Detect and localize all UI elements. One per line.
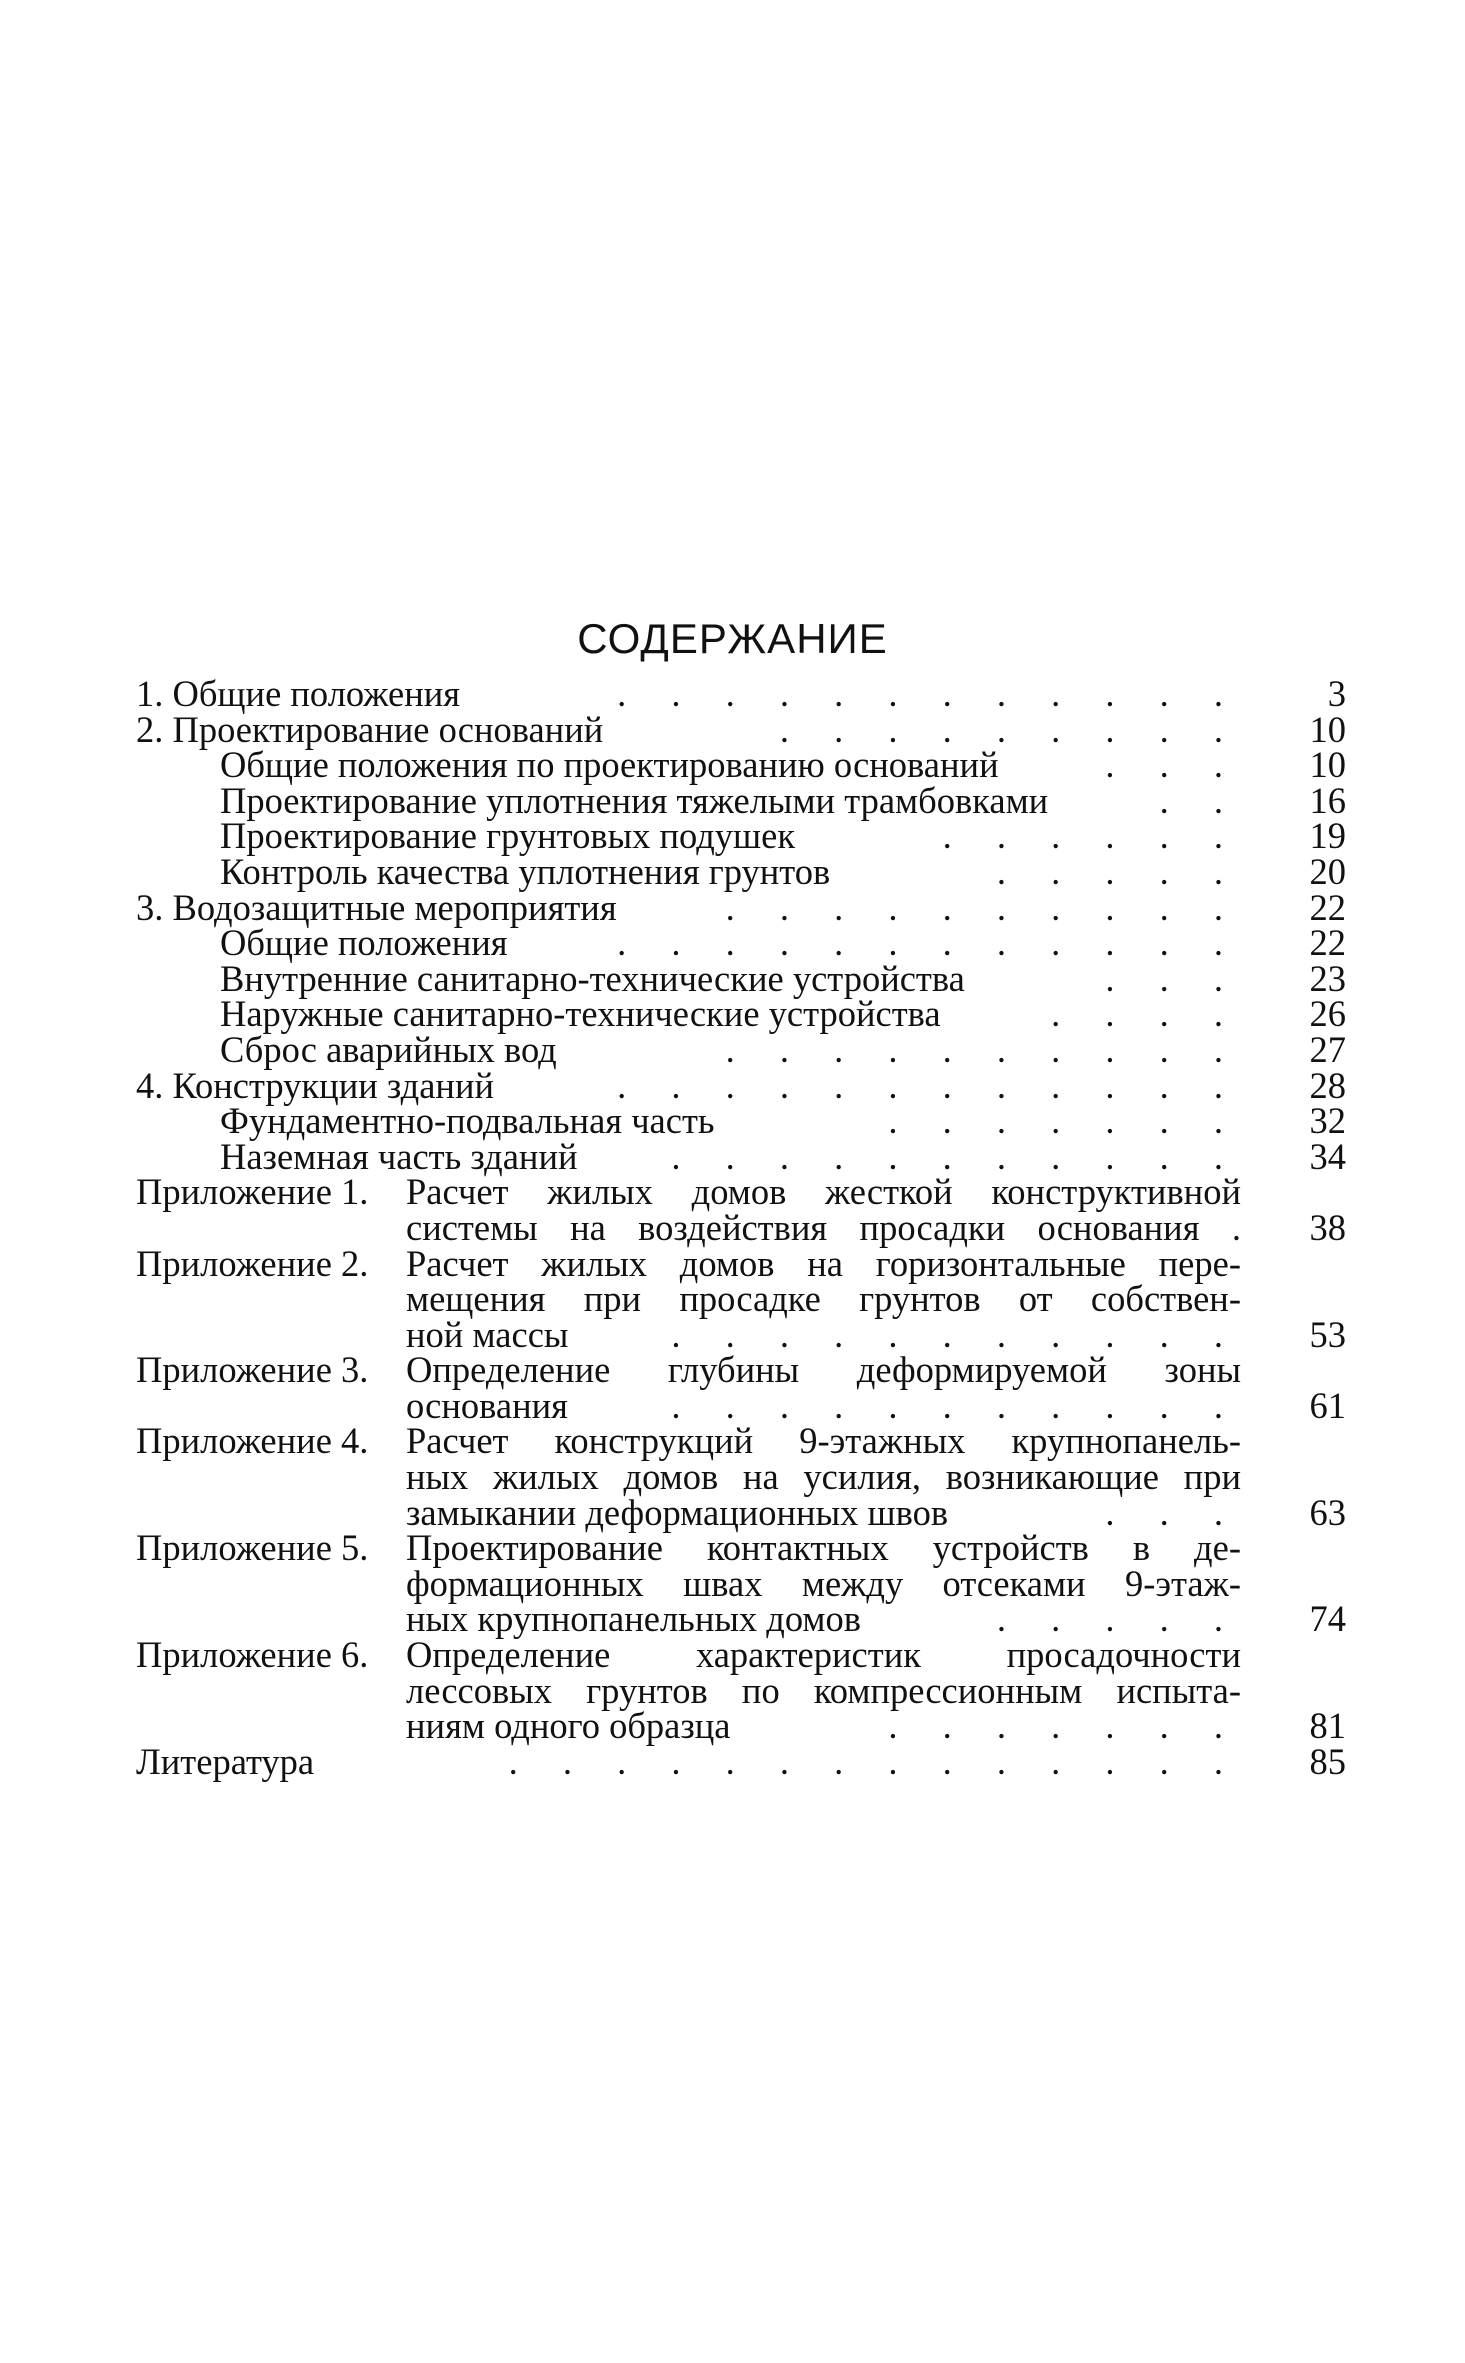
toc-subentry (136, 1100, 1346, 1142)
toc-page-number: 34 (1309, 1135, 1346, 1177)
toc-leader-dots: . . . (1105, 744, 1241, 786)
toc-entry-text: Наружные санитарно-технические устройства (220, 993, 941, 1035)
toc-entry-text: Наземная часть зданий (220, 1135, 578, 1177)
toc-page-number: 85 (1309, 1740, 1346, 1782)
toc-leader-dots: . . (1159, 779, 1241, 821)
toc-subentry (136, 744, 1346, 786)
toc-appendix-line (136, 1491, 1346, 1533)
toc-page-number: 3 (1327, 673, 1346, 714)
toc-leader-dots: . . . . . . (942, 815, 1241, 857)
appendix-title-line: системы на воздействия просадки основания . (406, 1206, 1241, 1248)
toc-page-number: 38 (1309, 1206, 1346, 1248)
toc-appendix-line (136, 1420, 1346, 1462)
toc-leader-dots: . . . . . . . (888, 1100, 1241, 1142)
toc-entry-text: Фундаментно-подвальная часть (220, 1100, 715, 1142)
table-of-contents (136, 673, 1346, 1782)
toc-entry-text: Проектирование уплотнения тяжелыми трамбовками (220, 779, 1049, 821)
toc-page-number: 28 (1309, 1064, 1346, 1106)
toc-appendix-line (136, 1669, 1346, 1711)
appendix-title-line: Определение глубины деформируемой зоны (406, 1349, 1241, 1391)
toc-entry-text: Проектирование грунтовых подушек (220, 815, 796, 857)
toc-page-number: 22 (1309, 886, 1346, 928)
appendix-title-line: Расчет жилых домов жесткой конструктивной (406, 1171, 1241, 1213)
toc-appendix-line (136, 1384, 1346, 1426)
toc-page-number: 23 (1309, 957, 1346, 999)
toc-appendix-line (136, 1456, 1346, 1498)
toc-page-number: 20 (1309, 850, 1346, 892)
toc-subentry (136, 779, 1346, 821)
toc-entry (136, 886, 1346, 928)
toc-page-number: 53 (1309, 1313, 1346, 1355)
toc-leader-dots: . . . . (1051, 993, 1241, 1035)
toc-subentry (136, 815, 1346, 857)
toc-entry (136, 673, 1346, 714)
toc-entry-text: Внутренние санитарно-технические устройства (220, 957, 965, 999)
appendix-title-line: замыкании деформационных швов (406, 1491, 949, 1533)
appendix-title-line: Определение характеристик просадочности (406, 1634, 1241, 1676)
appendix-label: Приложение 3. (136, 1349, 369, 1391)
toc-page-number: 81 (1309, 1705, 1346, 1747)
toc-page-number: 32 (1309, 1100, 1346, 1142)
toc-appendix-line (136, 1527, 1346, 1569)
toc-entry-text: 3. Водозащитные мероприятия (136, 886, 617, 928)
page-title: СОДЕРЖАНИЕ (577, 615, 888, 662)
toc-leader-dots: . . . . . . . . . . . . (617, 1064, 1241, 1106)
toc-subentry (136, 922, 1346, 964)
toc-entry-text: 2. Проектирование оснований (136, 708, 604, 750)
toc-subentry (136, 850, 1346, 892)
toc-appendix-line (136, 1349, 1346, 1391)
toc-entry-text: Литература (136, 1740, 315, 1782)
toc-leader-dots: . . . . . . . (888, 1705, 1241, 1747)
toc-leader-dots: . . . . . . . . . . . . . . (508, 1740, 1241, 1782)
toc-entry (136, 708, 1346, 750)
toc-entry-literature (136, 1740, 1346, 1782)
toc-leader-dots: . . . (1105, 957, 1241, 999)
appendix-title-line: Расчет конструкций 9-этажных крупнопанель- (406, 1420, 1241, 1462)
appendix-title-line: Расчет жилых домов на горизонтальные пере- (406, 1242, 1241, 1284)
toc-appendix-line (136, 1634, 1346, 1676)
toc-page-number: 63 (1309, 1491, 1346, 1533)
appendix-title-line: основания (406, 1384, 568, 1426)
appendix-label: Приложение 6. (136, 1634, 369, 1676)
toc-entry (136, 1064, 1346, 1106)
toc-leader-dots: . . . . . . . . . . . . (617, 922, 1241, 964)
toc-entry-text: Общие положения (220, 922, 508, 964)
toc-entry-text: Контроль качества уплотнения грунтов (220, 850, 831, 892)
toc-leader-dots: . . . . . . . . . . . (671, 1135, 1241, 1177)
appendix-title-line: лессовых грунтов по компрессионным испыта- (406, 1669, 1241, 1711)
appendix-label: Приложение 2. (136, 1242, 369, 1284)
appendix-title-line: формационных швах между отсеками 9-этаж- (406, 1562, 1241, 1604)
appendix-label: Приложение 4. (136, 1420, 369, 1462)
appendix-title-line: ниям одного образца (406, 1705, 731, 1747)
toc-leader-dots: . . . . . . . . . . (725, 1028, 1241, 1070)
toc-page-number: 61 (1309, 1384, 1346, 1426)
toc-appendix-line (136, 1278, 1346, 1320)
toc-leader-dots: . . . . . . . . . . . (671, 1313, 1241, 1355)
toc-leader-dots: . . . . . . . . . . (725, 886, 1241, 928)
toc-appendix-line (136, 1171, 1346, 1213)
toc-leader-dots: . . . (1105, 1491, 1241, 1533)
toc-leader-dots: . . . . . . . . . . . (671, 1384, 1241, 1426)
toc-appendix-line (136, 1562, 1346, 1604)
appendix-title-line: Проектирование контактных устройств в де- (406, 1527, 1241, 1569)
toc-leader-dots: . . . . . (996, 850, 1241, 892)
appendix-label: Приложение 1. (136, 1171, 369, 1213)
toc-page-number: 74 (1309, 1598, 1346, 1640)
toc-subentry (136, 1028, 1346, 1070)
toc-subentry (136, 1135, 1346, 1177)
toc-leader-dots: . . . . . (996, 1598, 1241, 1640)
toc-subentry (136, 993, 1346, 1035)
toc-appendix-line (136, 1598, 1346, 1640)
toc-page-number: 22 (1309, 922, 1346, 964)
toc-subentry (136, 957, 1346, 999)
toc-appendix-line (136, 1206, 1346, 1248)
toc-leader-dots: . . . . . . . . . (779, 708, 1241, 750)
toc-appendix-line (136, 1242, 1346, 1284)
toc-page-number: 27 (1309, 1028, 1346, 1070)
appendix-title-line: ной массы (406, 1313, 569, 1355)
toc-entry-text: Сброс аварийных вод (220, 1028, 557, 1070)
appendix-title-line: мещения при просадке грунтов от собствен- (406, 1278, 1241, 1320)
toc-entry-text: 1. Общие положения (136, 673, 461, 714)
appendix-label: Приложение 5. (136, 1527, 369, 1569)
toc-page-number: 19 (1309, 815, 1346, 857)
toc-appendix-line (136, 1705, 1346, 1747)
toc-page-number: 16 (1309, 779, 1346, 821)
toc-page-number: 26 (1309, 993, 1346, 1035)
toc-leader-dots: . . . . . . . . . . . . (617, 673, 1241, 714)
toc-entry-text: Общие положения по проектированию оснований (220, 744, 999, 786)
toc-page-number: 10 (1309, 708, 1346, 750)
appendix-title-line: ных крупнопанельных домов (406, 1598, 861, 1640)
toc-appendix-line (136, 1313, 1346, 1355)
toc-page-number: 10 (1309, 744, 1346, 786)
appendix-title-line: ных жилых домов на усилия, возникающие при (406, 1456, 1241, 1498)
toc-entry-text: 4. Конструкции зданий (136, 1064, 495, 1106)
